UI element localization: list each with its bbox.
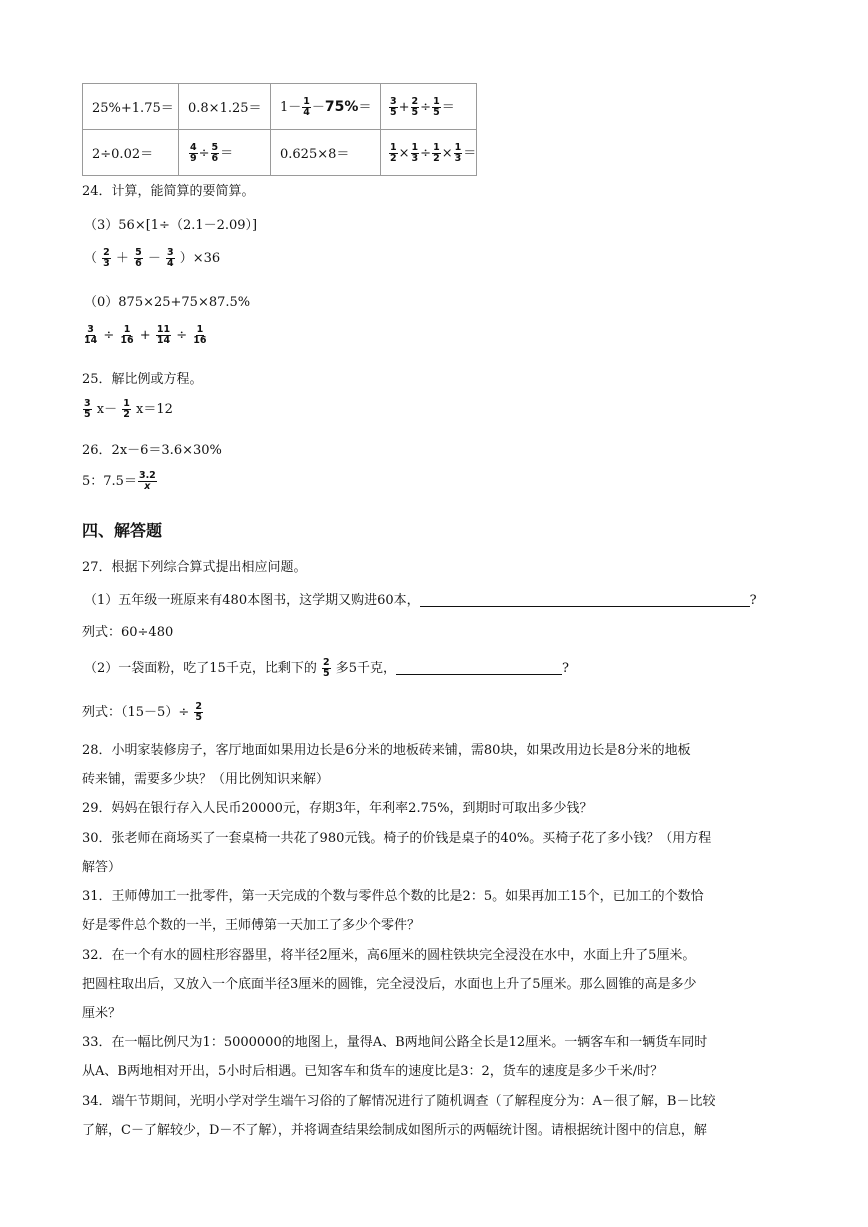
question-28-line-1: 28．小明家装修房子，客厅地面如果用边长是6分米的地板砖来铺，需80块，如果改用边长是8分米的地板	[82, 743, 691, 758]
fraction: $\frac{1}{2}$	[390, 141, 397, 164]
question-28-line-2: 砖来铺，需要多少块？（用比例知识来解）	[82, 772, 330, 787]
fraction: $\frac{1}{16}$	[193, 324, 207, 346]
question-25-equation: $\frac{3}{5}$ x－ $\frac{1}{2}$ x＝12	[84, 398, 173, 420]
question-30-line-2: 解答）	[82, 860, 122, 875]
table-cell: 25%+1.75＝	[83, 84, 179, 130]
fraction: $\frac{3}{4}$	[167, 247, 174, 269]
fraction: $\frac{11}{14}$	[156, 324, 171, 346]
fraction: $\frac{2}{3}$	[103, 247, 110, 269]
question-30-line-1: 30．张老师在商场买了一套桌椅一共花了980元钱。椅子的价钱是桌子的40%。买椅子花了多小钱？（用方程	[82, 831, 712, 846]
fraction: $\frac{3.2}{x}$	[138, 470, 156, 492]
fraction: $\frac{1}{5}$	[433, 95, 440, 118]
question-24-expr-3: （0）875×25+75×87.5%	[84, 295, 251, 310]
table-cell: $\frac{1}{2}$ × $\frac{1}{3}$ ÷ $\frac{1}{2}$ × $\frac{1}{3}$ ＝	[381, 130, 477, 176]
fraction: $\frac{2}{5}$	[411, 95, 419, 118]
fraction: $\frac{4}{9}$	[190, 141, 197, 164]
question-24-expr-2: （ $\frac{2}{3}$ ＋ $\frac{5}{6}$ － $\frac{3}{4}$ ）×36	[84, 247, 221, 269]
question-25-title: 25．解比例或方程。	[82, 372, 203, 387]
question-27-title: 27．根据下列综合算式提出相应问题。	[82, 560, 307, 575]
table-cell: 2÷0.02＝	[83, 130, 179, 176]
question-27-formula-2: 列式：（15－5）÷ $\frac{2}{5}$	[82, 701, 202, 723]
question-31-line-2: 好是零件总个数的一半，王师傅第一天加工了多少个零件？	[82, 918, 421, 933]
question-31-line-1: 31．王师傅加工一批零件，第一天完成的个数与零件总个数的比是2：5。如果再加工15个，已加工的个数恰	[82, 889, 704, 904]
table-cell: $\frac{3}{5}$ + $\frac{2}{5}$ ÷ $\frac{1}{5}$ ＝	[381, 84, 477, 130]
question-24-title: 24．计算，能简算的要简算。	[82, 184, 255, 199]
oral-calculation-table	[82, 83, 477, 176]
fraction: $\frac{1}{4}$	[303, 95, 310, 118]
question-34-line-2: 了解，C－了解较少，D－不了解），并将调查结果绘制成如图所示的两幅统计图。请根据统计图中的信息，解	[82, 1123, 707, 1138]
fraction: $\frac{1}{3}$	[454, 141, 462, 164]
table-row	[83, 84, 477, 130]
fraction: $\frac{1}{3}$	[411, 141, 419, 164]
table-row	[83, 130, 477, 176]
question-33-line-2: 从A、B两地相对开出，5小时后相遇。已知客车和货车的速度比是3：2，货车的速度是多少千米/时？	[82, 1064, 664, 1079]
fraction: $\frac{5}{6}$	[211, 141, 219, 164]
fraction: $\frac{1}{2}$	[123, 398, 130, 420]
question-27-formula-1: 列式：60÷480	[82, 625, 174, 640]
question-24-expr-4: $\frac{3}{14}$ ÷ $\frac{1}{16}$ + $\frac{11}{14}$ ÷ $\frac{1}{16}$	[84, 324, 207, 346]
question-29: 29．妈妈在银行存入人民币20000元，存期3年，年利率2.75%，到期时可取出多少钱？	[82, 801, 593, 816]
fraction: $\frac{1}{2}$	[433, 141, 440, 164]
fraction: $\frac{3}{5}$	[84, 398, 91, 420]
table-cell: 1－ $\frac{1}{4}$ －75%＝	[271, 84, 381, 130]
table-cell: 0.8×1.25＝	[179, 84, 271, 130]
section-title: 四、解答题	[82, 521, 163, 540]
question-32-line-3: 厘米？	[82, 1006, 122, 1021]
fraction: $\frac{3}{14}$	[84, 324, 98, 346]
fraction: $\frac{3}{5}$	[390, 95, 397, 118]
fraction: $\frac{1}{16}$	[120, 324, 134, 346]
question-32-line-1: 32．在一个有水的圆柱形容器里，将半径2厘米，高6厘米的圆柱铁块完全浸没在水中，水面上升了5厘米。	[82, 948, 696, 963]
fraction: $\frac{2}{5}$	[322, 657, 330, 679]
fraction: $\frac{2}{5}$	[195, 701, 202, 723]
question-26-proportion: 5：7.5＝ $\frac{3.2}{x}$	[82, 470, 156, 492]
table-cell: $\frac{4}{9}$ ÷ $\frac{5}{6}$ ＝	[179, 130, 271, 176]
question-26-title: 26．2x－6＝3.6×30%	[82, 443, 222, 458]
question-32-line-2: 把圆柱取出后，又放入一个底面半径3厘米的圆锥，完全浸没后，水面也上升了5厘米。那么圆锥的高是多少	[82, 977, 697, 992]
question-27-part-1: （1）五年级一班原来有480本图书，这学期又购进60本， ?	[84, 593, 757, 608]
fraction: $\frac{5}{6}$	[135, 247, 142, 269]
answer-blank	[396, 660, 562, 675]
question-24-expr-1: （3）56×[1÷（2.1－2.09）]	[84, 218, 258, 233]
question-27-part-2: （2）一袋面粉，吃了15千克，比剩下的 $\frac{2}{5}$ 多5千克， ?	[84, 657, 569, 679]
table-cell: 0.625×8＝	[271, 130, 381, 176]
question-34-line-1: 34．端午节期间，光明小学对学生端午习俗的了解情况进行了随机调查（了解程度分为：A－很了解，B－比较	[82, 1094, 716, 1109]
answer-blank	[420, 592, 750, 607]
question-33-line-1: 33．在一幅比例尺为1：5000000的地图上，量得A、B两地间公路全长是12厘米。一辆客车和一辆货车同时	[82, 1035, 708, 1050]
